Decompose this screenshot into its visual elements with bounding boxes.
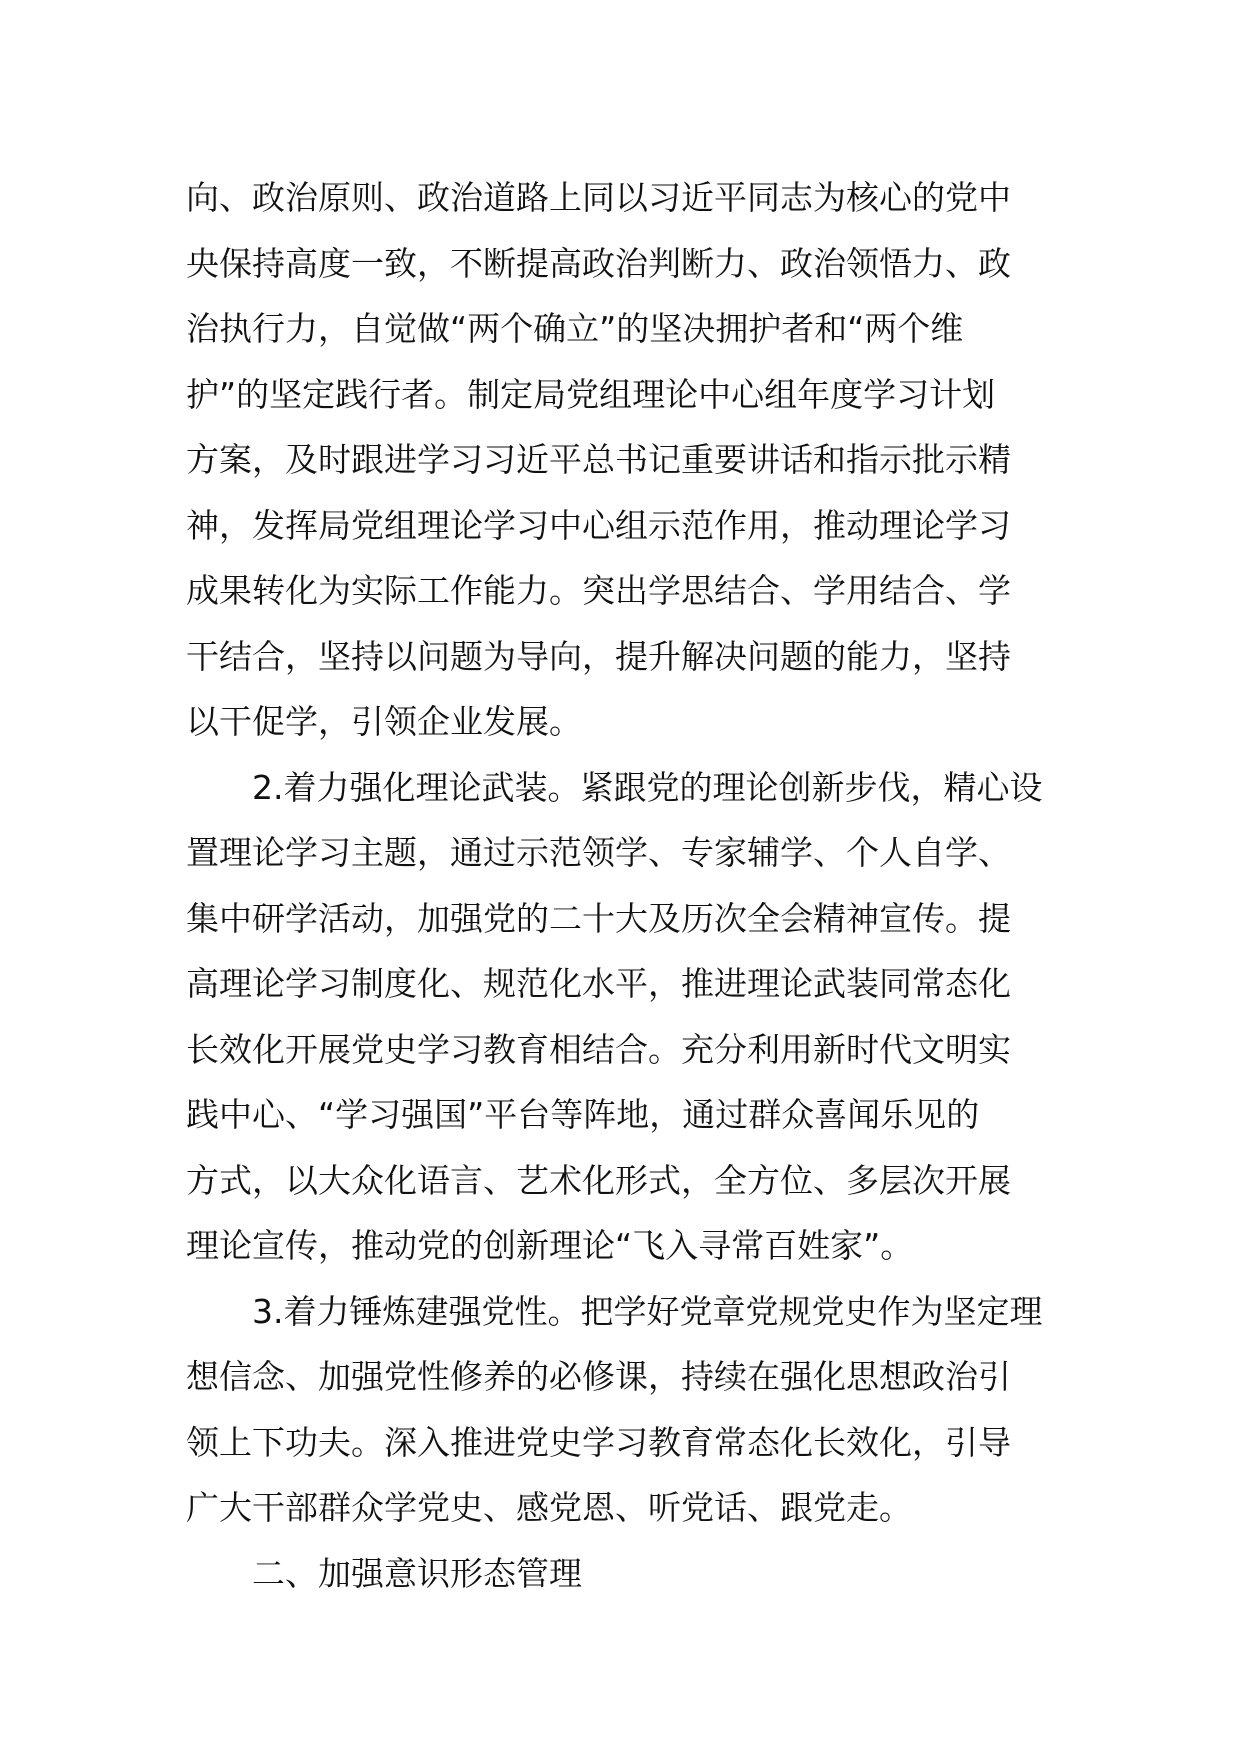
text-line: 想信念、加强党性修养的必修课，持续在强化思想政治引 xyxy=(186,1357,1011,1396)
text-line: 方案，及时跟进学习习近平总书记重要讲话和指示批示精 xyxy=(186,440,1011,479)
text-line: 护”的坚定践行者。制定局党组理论中心组年度学习计划 xyxy=(186,374,996,414)
text-line: 央保持高度一致，不断提高政治判断力、政治领悟力、政 xyxy=(186,243,1011,283)
text-line: 方式，以大众化语言、艺术化形式，全方位、多层次开展 xyxy=(186,1160,1011,1200)
text-line: 长效化开展党史学习教育相结合。充分利用新时代文明实 xyxy=(186,1029,1011,1069)
body-text xyxy=(186,165,1066,1606)
chapter-heading: 二、加强意识形态管理 xyxy=(252,1553,582,1593)
text-line: 广大干部群众学党史、感党恩、听党话、跟党走。 xyxy=(186,1488,912,1527)
text-line: 干结合，坚持以问题为导向，提升解决问题的能力，坚持 xyxy=(186,636,1011,676)
text-line: 集中研学活动，加强党的二十大及历次全会精神宣传。提 xyxy=(186,898,1011,938)
section-heading-2: 2.着力强化理论武装。紧跟党的理论创新步伐，精心设 xyxy=(252,767,1043,807)
text-line: 置理论学习主题，通过示范领学、专家辅学、个人自学、 xyxy=(186,833,1011,872)
text-line: 以干促学，引领企业发展。 xyxy=(186,702,582,741)
text-line: 领上下功夫。深入推进党史学习教育常态化长效化，引导 xyxy=(186,1422,1011,1462)
text-line: 治执行力，自觉做“两个确立”的坚决拥护者和“两个维 xyxy=(186,309,964,348)
text-line: 理论宣传，推动党的创新理论“飞入寻常百姓家”。 xyxy=(186,1226,914,1265)
text-line: 向、政治原则、政治道路上同以习近平同志为核心的党中 xyxy=(186,178,1011,217)
text-line: 成果转化为实际工作能力。突出学思结合、学用结合、学 xyxy=(186,571,1011,610)
section-heading-3: 3.着力锤炼建强党性。把学好党章党规党史作为坚定理 xyxy=(252,1291,1043,1331)
text-line: 神，发挥局党组理论学习中心组示范作用，推动理论学习 xyxy=(186,505,1011,545)
text-line: 高理论学习制度化、规范化水平，推进理论武装同常态化 xyxy=(186,964,1011,1003)
text-line: 践中心、“学习强国”平台等阵地，通过群众喜闻乐见的 xyxy=(186,1095,980,1134)
